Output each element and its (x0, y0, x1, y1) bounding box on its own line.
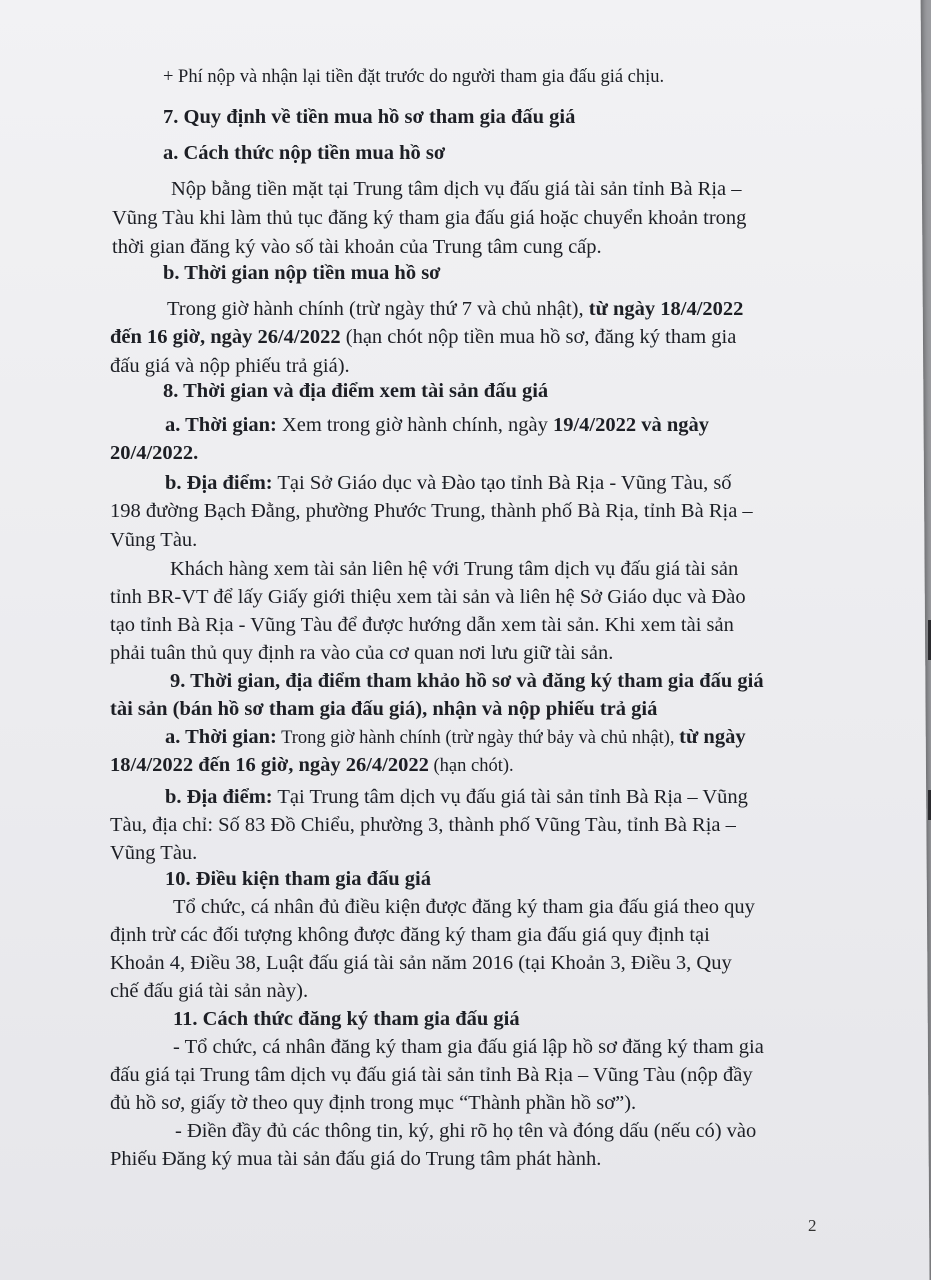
para-8c-line: Khách hàng xem tài sản liên hệ với Trung tâm dịch vụ đấu giá tài sản (170, 558, 739, 580)
heading-11: 11. Cách thức đăng ký tham gia đấu giá (173, 1008, 520, 1030)
para-9a-line: a. Thời gian: Trong giờ hành chính (trừ ngày thứ bảy và chủ nhật), từ ngày (165, 726, 746, 748)
para-8c-line: tỉnh BR-VT để lấy Giấy giới thiệu xem tài sản và liên hệ Sở Giáo dục và Đào (110, 586, 746, 608)
para-7a-line: thời gian đăng ký vào số tài khoản của Trung tâm cung cấp. (112, 236, 602, 258)
para-9b-line: Vũng Tàu. (110, 842, 198, 864)
heading-9: 9. Thời gian, địa điểm tham khảo hồ sơ và đăng ký tham gia đấu giá (170, 670, 764, 692)
para-11a-line: - Tổ chức, cá nhân đăng ký tham gia đấu giá lập hồ sơ đăng ký tham gia (173, 1036, 764, 1058)
para-8a-line: 20/4/2022. (110, 442, 199, 464)
para-11b-line: Phiếu Đăng ký mua tài sản đấu giá do Trung tâm phát hành. (110, 1148, 602, 1170)
para-9b-line: b. Địa điểm: Tại Trung tâm dịch vụ đấu giá tài sản tỉnh Bà Rịa – Vũng (165, 786, 748, 808)
page-number: 2 (808, 1216, 817, 1235)
para-8b-line: Vũng Tàu. (110, 529, 198, 551)
para-11b-line: - Điền đầy đủ các thông tin, ký, ghi rõ họ tên và đóng dấu (nếu có) vào (175, 1120, 757, 1142)
heading-8: 8. Thời gian và địa điểm xem tài sản đấu giá (163, 380, 549, 402)
para-9a-line: 18/4/2022 đến 16 giờ, ngày 26/4/2022 (hạn chót). (110, 754, 514, 776)
para-7b-line: đấu giá và nộp phiếu trả giá). (110, 355, 350, 377)
para-10-line: chế đấu giá tài sản này). (110, 980, 309, 1002)
para-10-line: Tổ chức, cá nhân đủ điều kiện được đăng ký tham gia đấu giá theo quy (173, 896, 755, 918)
para-7a-line: Vũng Tàu khi làm thủ tục đăng ký tham gia đấu giá hoặc chuyển khoản trong (112, 207, 747, 229)
para-8b-line: b. Địa điểm: Tại Sở Giáo dục và Đào tạo tỉnh Bà Rịa - Vũng Tàu, số (165, 472, 732, 494)
fee-note: + Phí nộp và nhận lại tiền đặt trước do người tham gia đấu giá chịu. (163, 67, 665, 87)
para-7b-line: đến 16 giờ, ngày 26/4/2022 (hạn chót nộp tiền mua hồ sơ, đăng ký tham gia (110, 326, 737, 348)
heading-7b: b. Thời gian nộp tiền mua hồ sơ (163, 262, 441, 284)
para-7b-line: Trong giờ hành chính (trừ ngày thứ 7 và chủ nhật), từ ngày 18/4/2022 (167, 298, 744, 320)
para-10-line: định trừ các đối tượng không được đăng ký tham gia đấu giá quy định tại (110, 924, 710, 946)
para-11a-line: đấu giá tại Trung tâm dịch vụ đấu giá tài sản tỉnh Bà Rịa – Vũng Tàu (nộp đầy (110, 1064, 753, 1086)
para-10-line: Khoản 4, Điều 38, Luật đấu giá tài sản năm 2016 (tại Khoản 3, Điều 3, Quy (110, 952, 732, 974)
heading-7a: a. Cách thức nộp tiền mua hồ sơ (163, 142, 446, 164)
para-11a-line: đủ hồ sơ, giấy tờ theo quy định trong mục “Thành phần hồ sơ”). (110, 1092, 637, 1114)
heading-10: 10. Điều kiện tham gia đấu giá (165, 868, 431, 890)
para-8b-line: 198 đường Bạch Đằng, phường Phước Trung, thành phố Bà Rịa, tỉnh Bà Rịa – (110, 500, 753, 522)
para-8a-line: a. Thời gian: Xem trong giờ hành chính, ngày 19/4/2022 và ngày (165, 414, 710, 436)
heading-7: 7. Quy định về tiền mua hồ sơ tham gia đấu giá (163, 106, 576, 128)
para-9b-line: Tàu, địa chỉ: Số 83 Đồ Chiểu, phường 3, thành phố Vũng Tàu, tỉnh Bà Rịa – (110, 814, 736, 836)
heading-9: tài sản (bán hồ sơ tham gia đấu giá), nhận và nộp phiếu trả giá (110, 698, 658, 720)
para-8c-line: tạo tỉnh Bà Rịa - Vũng Tàu để được hướng dẫn xem tài sản. Khi xem tài sản (110, 614, 734, 636)
para-7a-line: Nộp bằng tiền mặt tại Trung tâm dịch vụ đấu giá tài sản tỉnh Bà Rịa – (171, 178, 742, 200)
para-8c-line: phải tuân thủ quy định ra vào của cơ quan nơi lưu giữ tài sản. (110, 642, 614, 664)
